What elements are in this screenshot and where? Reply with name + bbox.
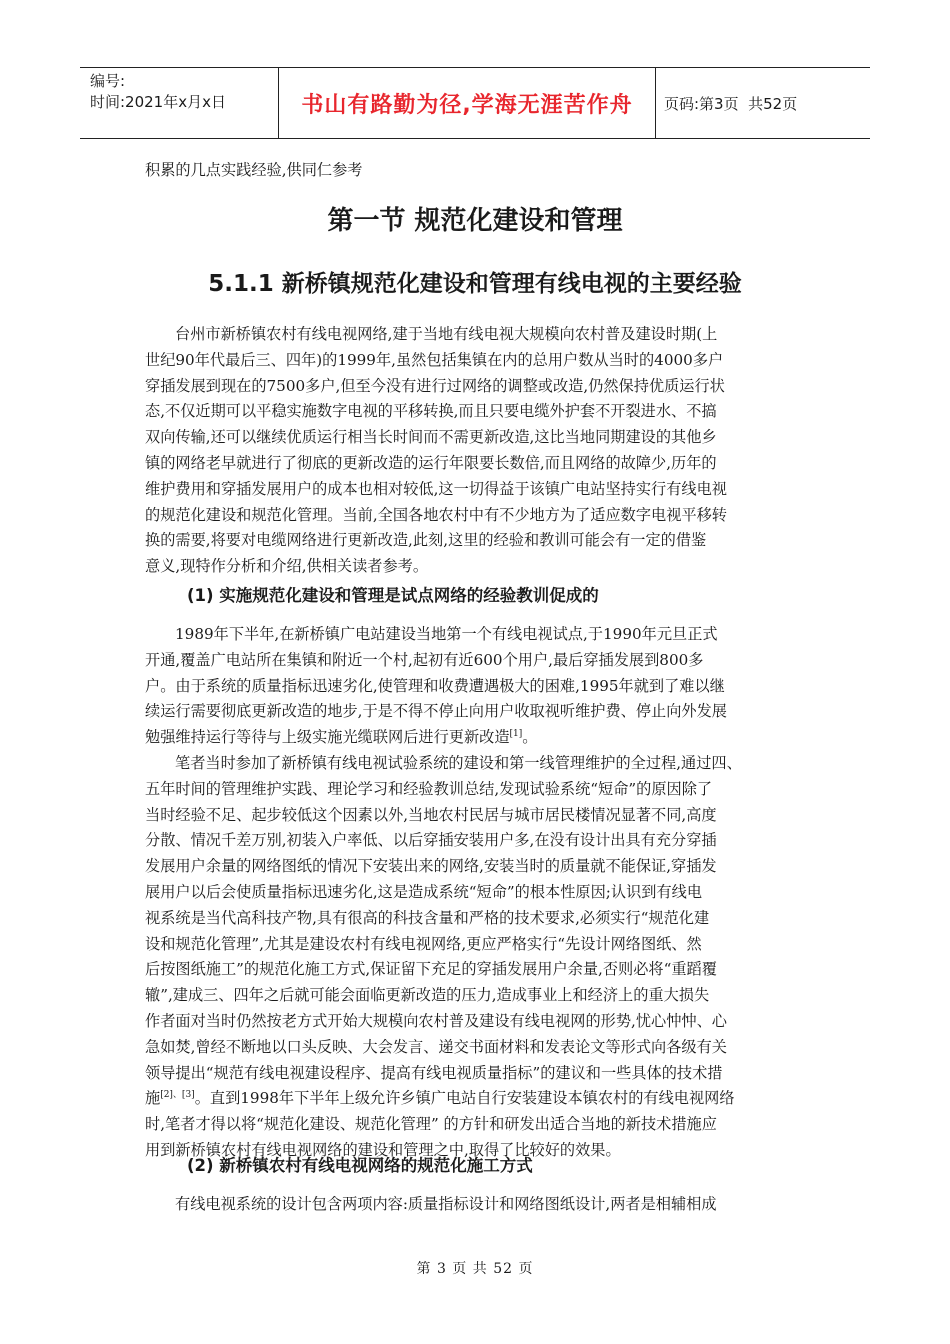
text-line: 领导提出“规范有线电视建设程序、提高有线电视质量指标”的建议和一些具体的技术措	[145, 1063, 723, 1082]
text-line: 维护费用和穿插发展用户的成本也相对较低,这一切得益于该镇广电站坚持实行有线电视	[145, 479, 727, 498]
section-title: 第一节 规范化建设和管理	[327, 206, 623, 236]
text-line: 台州市新桥镇农村有线电视网络,建于当地有线电视大规模向农村普及建设时期(上	[175, 325, 718, 343]
text-run: 勉强维持运行等待与上级实施光缆联网后进行更新改造	[145, 728, 510, 747]
text-run: 。	[522, 728, 538, 747]
heading-1: (1) 实施规范化建设和管理是试点网络的经验教训促成的	[187, 586, 599, 605]
header-motto: 书山有路勤为径,学海无涯苦作舟	[278, 68, 656, 138]
text-line: 用到新桥镇农村有线电视网络的建设和管理之中,取得了比较好的效果。	[145, 1140, 621, 1159]
text-line: 态,不仅近期可以平稳实施数字电视的平移转换,而且只要电缆外护套不开裂进水、不搞	[145, 402, 717, 421]
text-line: 1989年下半年,在新桥镇广电站建设当地第一个有线电视试点,于1990年元旦正式	[175, 625, 718, 643]
text-line: 笔者当时参加了新桥镇有线电视试验系统的建设和第一线管理维护的全过程,通过四、	[175, 754, 742, 772]
text-line: 发展用户余量的网络图纸的情况下安装出来的网络,安装当时的质量就不能保证,穿插发	[145, 857, 717, 876]
header-number: 编号:	[90, 72, 126, 90]
text-line: 续运行需要彻底更新改造的地步,于是不得不停止向用户收取视听维护费、停止向外发展	[145, 702, 727, 721]
paragraph-2	[145, 622, 817, 751]
header-meta	[80, 68, 278, 138]
text-line: 时,笔者才得以将“规范化建设、规范化管理” 的方针和研发出适合当地的新技术措施应	[145, 1115, 717, 1134]
text-run: 施	[145, 1089, 161, 1108]
page-footer: 第 3 页 共 52 页	[416, 1261, 534, 1277]
text-run: 。直到1998年下半年上级允许乡镇广电站自行安装建设本镇农村的有线电视网络	[194, 1089, 735, 1108]
page-header	[80, 67, 870, 139]
text-line	[145, 1086, 817, 1112]
reference-marker: [2]、[3]	[160, 1090, 195, 1101]
heading-2: (2) 新桥镇农村有线电视网络的规范化施工方式	[187, 1156, 533, 1175]
text-line: 分散、情况千差万别,初装入户率低、以后穿插安装用户多,在没有设计出具有充分穿插	[145, 831, 717, 850]
header-time: 时间:2021年x月x日	[90, 93, 226, 111]
text-line: 世纪90年代最后三、四年)的1999年,虽然包括集镇在内的总用户数从当时的4000多户	[145, 350, 724, 369]
text-line: 后按图纸施工”的规范化施工方式,保证留下充足的穿插发展用户余量,否则必将“重蹈覆	[145, 960, 717, 979]
text-line: 展用户以后会使质量指标迅速劣化,这是造成系统“短命”的根本性原因;认识到有线电	[145, 882, 703, 901]
text-line: 五年时间的管理维护实践、理论学习和经验教训总结,发现试验系统“短命”的原因除了	[145, 779, 713, 798]
text-line: 的规范化建设和规范化管理。当前,全国各地农村中有不少地方为了适应数字电视平移转	[145, 505, 727, 524]
paragraph-1	[145, 322, 817, 580]
subsection-title: 5.1.1 新桥镇规范化建设和管理有线电视的主要经验	[208, 271, 742, 297]
reference-marker: [1]	[509, 729, 523, 740]
text-line	[145, 725, 817, 751]
text-line: 急如焚,曾经不断地以口头反映、大会发言、递交书面材料和发表论文等形式向各级有关	[145, 1037, 727, 1056]
text-line: 意义,现特作分析和介绍,供相关读者参考。	[145, 557, 429, 576]
text-line: 辙”,建成三、四年之后就可能会面临更新改造的压力,造成事业上和经济上的重大损失	[145, 986, 710, 1005]
paragraph-4	[145, 1192, 817, 1218]
text-line: 镇的网络老早就进行了彻底的更新改造的运行年限要长数倍,而且网络的故障少,历年的	[145, 453, 717, 472]
text-line: 当时经验不足、起步较低这个因素以外,当地农村民居与城市居民楼情况显著不同,高度	[145, 805, 717, 824]
text-line: 双向传输,还可以继续优质运行相当长时间而不需更新改造,这比当地同期建设的其他乡	[145, 428, 717, 447]
text-line: 换的需要,将要对电缆网络进行更新改造,此刻,这里的经验和教训可能会有一定的借鉴	[145, 531, 707, 550]
text-line: 户。由于系统的质量指标迅速劣化,使管理和收费遭遇极大的困难,1995年就到了难以继	[145, 676, 725, 695]
header-page-info	[656, 68, 870, 138]
paragraph-3	[145, 751, 817, 1164]
text-line: 作者面对当时仍然按老方式开始大规模向农村普及建设有线电视网的形势,忧心忡忡、心	[145, 1011, 727, 1030]
carry-over-line: 积累的几点实践经验,供同仁参考	[145, 161, 363, 179]
text-line: 穿插发展到现在的7500多户,但至今没有进行过网络的调整或改造,仍然保持优质运行状	[145, 376, 725, 395]
text-line: 设和规范化管理”,尤其是建设农村有线电视网络,更应严格实行“先设计网络图纸、然	[145, 934, 702, 953]
text-line: 开通,覆盖广电站所在集镇和附近一个村,起初有近600个用户,最后穿插发展到800多	[145, 650, 704, 669]
text-line: 视系统是当代高科技产物,具有很高的科技含量和严格的技术要求,必须实行“规范化建	[145, 908, 710, 927]
text-line: 有线电视系统的设计包含两项内容:质量指标设计和网络图纸设计,两者是相辅相成	[175, 1195, 717, 1213]
header-page-text: 页码:第3页 共52页	[664, 94, 798, 113]
